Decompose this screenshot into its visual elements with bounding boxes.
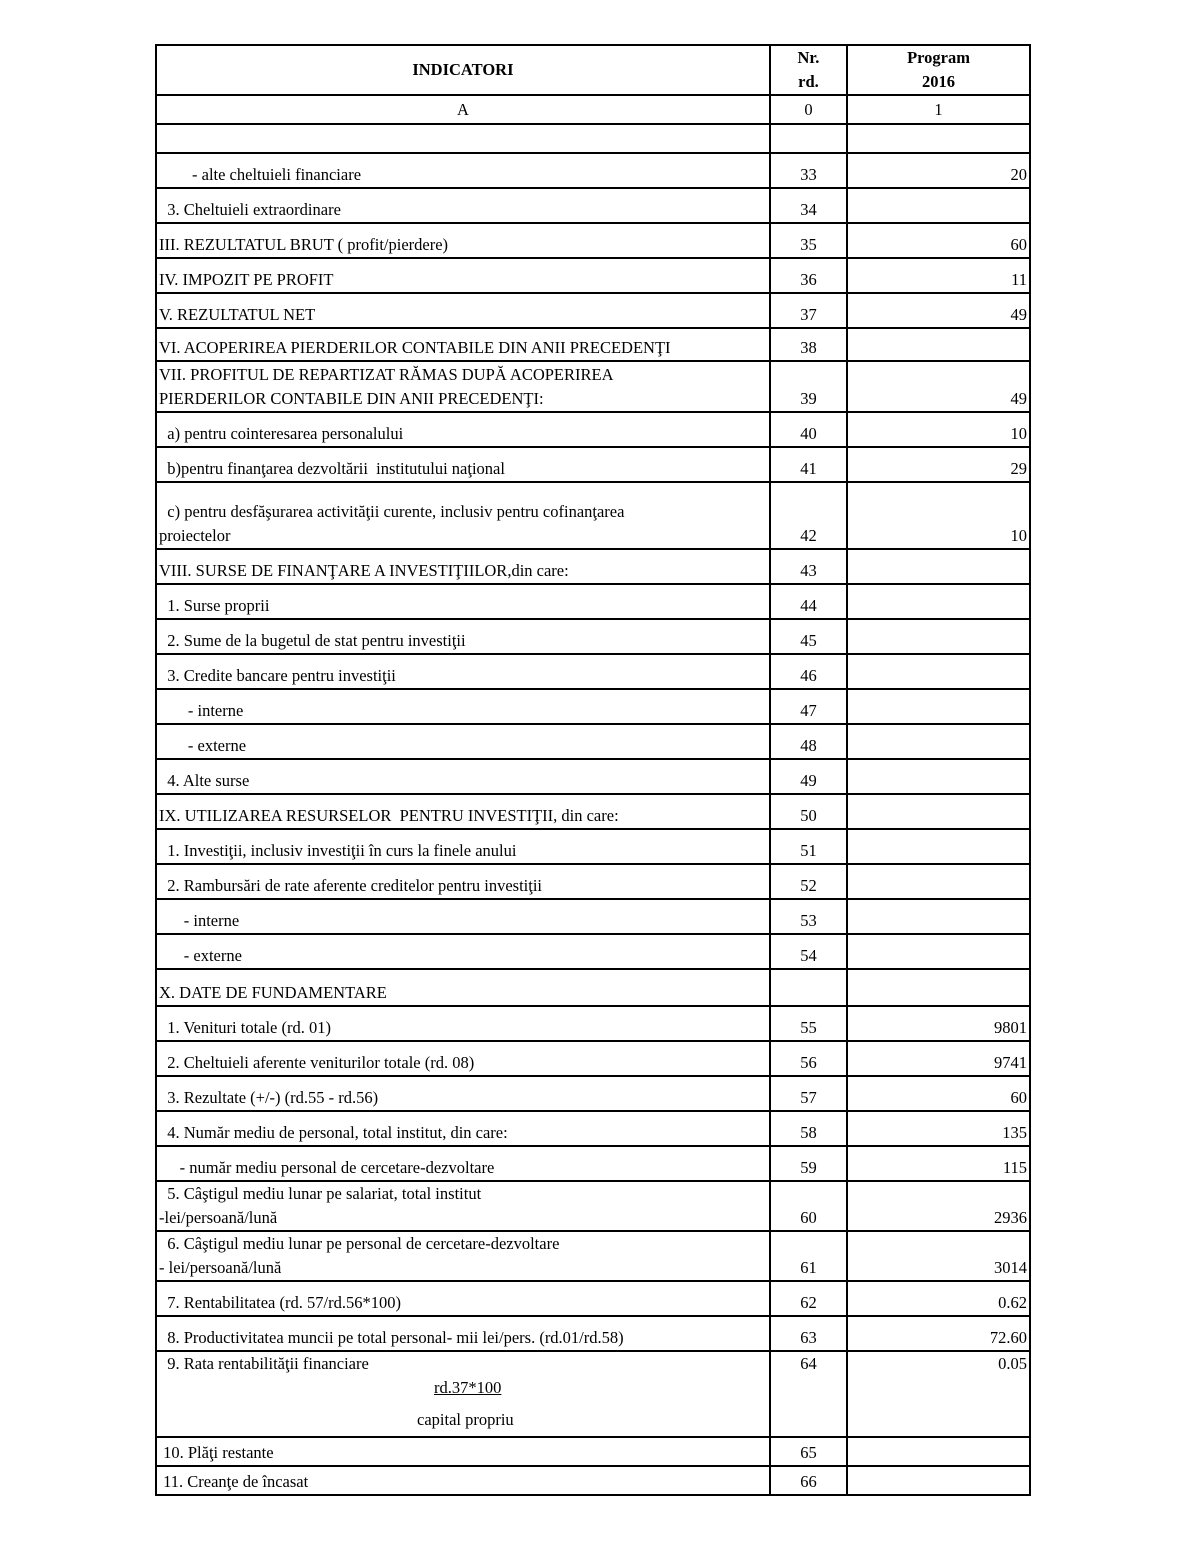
table-row: [156, 361, 1030, 412]
table-row: [156, 619, 1030, 654]
table-row: [156, 724, 1030, 759]
row-number-cell: 39: [770, 361, 847, 412]
table-row: [156, 1231, 1030, 1281]
table-row: [156, 1006, 1030, 1041]
program-value-cell: [847, 724, 1030, 759]
program-value-cell: [847, 549, 1030, 584]
row-number-cell: 50: [770, 794, 847, 829]
indicator-cell: a) pentru cointeresarea personalului: [156, 412, 770, 447]
indicator-cell: 7. Rentabilitatea (rd. 57/rd.56*100): [156, 1281, 770, 1316]
indicator-cell: 5. Câştigul mediu lunar pe salariat, total institut -lei/persoană/lună: [156, 1181, 770, 1231]
table-row: [156, 1281, 1030, 1316]
indicator-cell: III. REZULTATUL BRUT ( profit/pierdere): [156, 223, 770, 258]
table-row: [156, 1146, 1030, 1181]
indicator-cell: - număr mediu personal de cercetare-dezvoltare: [156, 1146, 770, 1181]
indicator-cell: IX. UTILIZAREA RESURSELOR PENTRU INVESTIŢII, din care:: [156, 794, 770, 829]
row-number-cell: 40: [770, 412, 847, 447]
header-nr-line2: rd.: [798, 72, 819, 91]
indicator-cell: 11. Creanţe de încasat: [156, 1466, 770, 1495]
program-value-cell: [847, 969, 1030, 1006]
row-number-cell: 66: [770, 1466, 847, 1495]
indicator-cell: b)pentru finanţarea dezvoltării institutului naţional: [156, 447, 770, 482]
indicator-cell: 3. Cheltuieli extraordinare: [156, 188, 770, 223]
program-value-cell: 9801: [847, 1006, 1030, 1041]
indicator-cell: [156, 124, 770, 153]
fraction-numerator: rd.37*100: [434, 1378, 502, 1397]
indicator-cell: 10. Plăţi restante: [156, 1437, 770, 1466]
table-row: [156, 482, 1030, 549]
program-value-cell: [847, 124, 1030, 153]
row-number-cell: 61: [770, 1231, 847, 1281]
program-value-cell: [847, 328, 1030, 361]
row-number-cell: 44: [770, 584, 847, 619]
table-row: [156, 1181, 1030, 1231]
row-number-cell: 59: [770, 1146, 847, 1181]
subheader-zero: 0: [770, 95, 847, 124]
program-value-cell: 3014: [847, 1231, 1030, 1281]
row-number-cell: 65: [770, 1437, 847, 1466]
indicator-cell: X. DATE DE FUNDAMENTARE: [156, 969, 770, 1006]
indicator-cell: 1. Venituri totale (rd. 01): [156, 1006, 770, 1041]
program-value-cell: [847, 1437, 1030, 1466]
indicator-cell: - interne: [156, 899, 770, 934]
program-value-cell: 49: [847, 293, 1030, 328]
table-row: [156, 654, 1030, 689]
table-row: [156, 794, 1030, 829]
program-value-cell: 135: [847, 1111, 1030, 1146]
table-row: [156, 584, 1030, 619]
indicator-cell: V. REZULTATUL NET: [156, 293, 770, 328]
table-row: [156, 1111, 1030, 1146]
row-number-cell: 62: [770, 1281, 847, 1316]
header-program: [847, 45, 1030, 95]
table-row: [156, 899, 1030, 934]
table-row: [156, 258, 1030, 293]
table-row: [156, 153, 1030, 188]
program-value-cell: 115: [847, 1146, 1030, 1181]
table-row: [156, 223, 1030, 258]
fraction-label: 9. Rata rentabilităţii financiare: [159, 1354, 369, 1373]
row-number-cell: 60: [770, 1181, 847, 1231]
program-value-cell: 60: [847, 1076, 1030, 1111]
row-number-cell: 53: [770, 899, 847, 934]
header-program-line2: 2016: [922, 72, 956, 91]
table-row: [156, 549, 1030, 584]
program-value-cell: [847, 759, 1030, 794]
row-number-cell: [770, 124, 847, 153]
program-value-cell: [847, 829, 1030, 864]
table-row: [156, 1466, 1030, 1495]
row-number-cell: 64: [770, 1351, 847, 1437]
indicator-cell: - interne: [156, 689, 770, 724]
indicator-cell: 3. Credite bancare pentru investiţii: [156, 654, 770, 689]
row-number-cell: 58: [770, 1111, 847, 1146]
table-row: [156, 124, 1030, 153]
row-number-cell: 35: [770, 223, 847, 258]
indicator-cell: 2. Cheltuieli aferente veniturilor totale (rd. 08): [156, 1041, 770, 1076]
header-nr: [770, 45, 847, 95]
row-number-cell: 52: [770, 864, 847, 899]
program-value-cell: [847, 584, 1030, 619]
program-value-cell: [847, 619, 1030, 654]
row-number-cell: 57: [770, 1076, 847, 1111]
program-value-cell: [847, 689, 1030, 724]
row-number-cell: [770, 969, 847, 1006]
program-value-cell: 60: [847, 223, 1030, 258]
program-value-cell: 20: [847, 153, 1030, 188]
program-value-cell: 10: [847, 412, 1030, 447]
header-nr-line1: Nr.: [797, 48, 820, 67]
indicator-cell: VII. PROFITUL DE REPARTIZAT RĂMAS DUPĂ ACOPERIREA PIERDERILOR CONTABILE DIN ANII PRECEDENŢI:: [156, 361, 770, 412]
indicator-cell: 2. Rambursări de rate aferente creditelor pentru investiţii: [156, 864, 770, 899]
row-number-cell: 37: [770, 293, 847, 328]
table-row: [156, 1351, 1030, 1437]
program-value-cell: [847, 899, 1030, 934]
row-number-cell: 63: [770, 1316, 847, 1351]
row-number-cell: 49: [770, 759, 847, 794]
header-program-line1: Program: [907, 48, 970, 67]
program-value-cell: [847, 934, 1030, 969]
indicator-cell: 6. Câştigul mediu lunar pe personal de cercetare-dezvoltare - lei/persoană/lună: [156, 1231, 770, 1281]
row-number-cell: 46: [770, 654, 847, 689]
row-number-cell: 54: [770, 934, 847, 969]
row-number-cell: 55: [770, 1006, 847, 1041]
program-value-cell: 0.05: [847, 1351, 1030, 1437]
program-value-cell: [847, 864, 1030, 899]
table-row: [156, 1316, 1030, 1351]
subheader-a: A: [156, 95, 770, 124]
row-number-cell: 56: [770, 1041, 847, 1076]
subheader-row: [156, 95, 1030, 124]
row-number-cell: 41: [770, 447, 847, 482]
indicator-cell: - externe: [156, 724, 770, 759]
program-value-cell: 2936: [847, 1181, 1030, 1231]
indicator-cell: VIII. SURSE DE FINANŢARE A INVESTIŢIILOR,din care:: [156, 549, 770, 584]
table-row: [156, 969, 1030, 1006]
table-row: [156, 412, 1030, 447]
row-number-cell: 42: [770, 482, 847, 549]
program-value-cell: [847, 188, 1030, 223]
program-value-cell: [847, 794, 1030, 829]
table-row: [156, 1437, 1030, 1466]
row-number-cell: 34: [770, 188, 847, 223]
indicator-cell: 8. Productivitatea muncii pe total personal- mii lei/pers. (rd.01/rd.58): [156, 1316, 770, 1351]
indicator-cell: - alte cheltuieli financiare: [156, 153, 770, 188]
table-row: [156, 689, 1030, 724]
indicator-cell: 4. Număr mediu de personal, total institut, din care:: [156, 1111, 770, 1146]
indicator-cell: - externe: [156, 934, 770, 969]
fraction-denominator: capital propriu: [417, 1410, 514, 1429]
row-number-cell: 45: [770, 619, 847, 654]
row-number-cell: 38: [770, 328, 847, 361]
indicator-cell: 1. Investiţii, inclusiv investiţii în curs la finele anului: [156, 829, 770, 864]
program-value-cell: 49: [847, 361, 1030, 412]
table-row: [156, 1041, 1030, 1076]
row-number-cell: 33: [770, 153, 847, 188]
program-value-cell: 29: [847, 447, 1030, 482]
indicator-cell: 1. Surse proprii: [156, 584, 770, 619]
row-number-cell: 43: [770, 549, 847, 584]
program-value-cell: 11: [847, 258, 1030, 293]
row-number-cell: 48: [770, 724, 847, 759]
indicator-cell: VI. ACOPERIREA PIERDERILOR CONTABILE DIN ANII PRECEDENŢI: [156, 328, 770, 361]
indicator-cell: 4. Alte surse: [156, 759, 770, 794]
table-row: [156, 293, 1030, 328]
table-row: [156, 447, 1030, 482]
indicator-cell: 3. Rezultate (+/-) (rd.55 - rd.56): [156, 1076, 770, 1111]
program-value-cell: [847, 1466, 1030, 1495]
table-row: [156, 864, 1030, 899]
table-row: [156, 328, 1030, 361]
table-row: [156, 829, 1030, 864]
row-number-cell: 36: [770, 258, 847, 293]
table-row: [156, 934, 1030, 969]
header-indicatori: INDICATORI: [156, 45, 770, 95]
indicators-table: [155, 44, 1031, 1496]
row-number-cell: 47: [770, 689, 847, 724]
header-row: [156, 45, 1030, 95]
table-row: [156, 188, 1030, 223]
table-row: [156, 1076, 1030, 1111]
program-value-cell: 10: [847, 482, 1030, 549]
indicator-cell: 2. Sume de la bugetul de stat pentru investiţii: [156, 619, 770, 654]
program-value-cell: 0.62: [847, 1281, 1030, 1316]
indicator-cell: IV. IMPOZIT PE PROFIT: [156, 258, 770, 293]
row-number-cell: 51: [770, 829, 847, 864]
indicator-cell: c) pentru desfăşurarea activităţii curente, inclusiv pentru cofinanţarea proiectelor: [156, 482, 770, 549]
indicator-cell: [156, 1351, 770, 1437]
program-value-cell: 72.60: [847, 1316, 1030, 1351]
program-value-cell: 9741: [847, 1041, 1030, 1076]
table-row: [156, 759, 1030, 794]
subheader-one: 1: [847, 95, 1030, 124]
program-value-cell: [847, 654, 1030, 689]
